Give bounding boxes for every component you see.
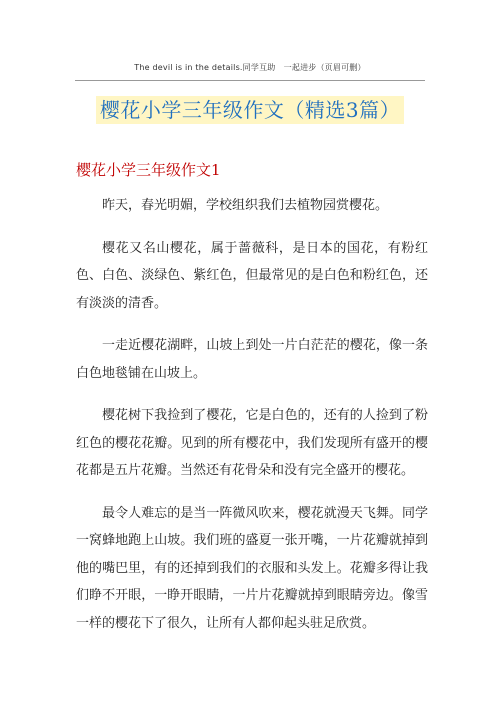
paragraph-2: 樱花又名山樱花，属于蔷薇科，是日本的国花，有粉红色、白色、淡绿色、紫红色，但最常见的是白色和粉红色，还有淡淡的清香。 [76, 240, 428, 311]
title-container [0, 96, 500, 124]
document-title: 樱花小学三年级作文（精选3篇） [96, 96, 404, 124]
paragraph-5: 最令人难忘的是当一阵微风吹来，樱花就漫天飞舞。同学一窝蜂地跑上山坡。我们班的盛夏一张开嘴，一片花瓣就掉到他的嘴巴里，有的还掉到我们的衣服和头发上。花瓣多得让我们睁不开眼，一睁开眼睛，一片片花瓣就掉到眼睛旁边。像雪一样的樱花下了很久，让所有人都仰起头驻足欣赏。 [76, 505, 428, 631]
page-header-note: The devil is in the details.同学互助 一起进步（页眉可删） [134, 63, 366, 72]
paragraph-4: 樱花树下我捡到了樱花，它是白色的，还有的人捡到了粉红色的樱花花瓣。见到的所有樱花中，我们发现所有盛开的樱花都是五片花瓣。当然还有花骨朵和没有完全盛开的樱花。 [76, 408, 428, 478]
paragraph-3: 一走近樱花湖畔，山坡上到处一片白茫茫的樱花，像一条白色地毯铺在山坡上。 [76, 338, 428, 381]
essay-body [76, 192, 428, 652]
section-heading: 樱花小学三年级作文1 [76, 161, 221, 179]
header-divider [75, 80, 425, 81]
paragraph-1: 昨天，春光明媚，学校组织我们去植物园赏樱花。 [102, 198, 389, 213]
